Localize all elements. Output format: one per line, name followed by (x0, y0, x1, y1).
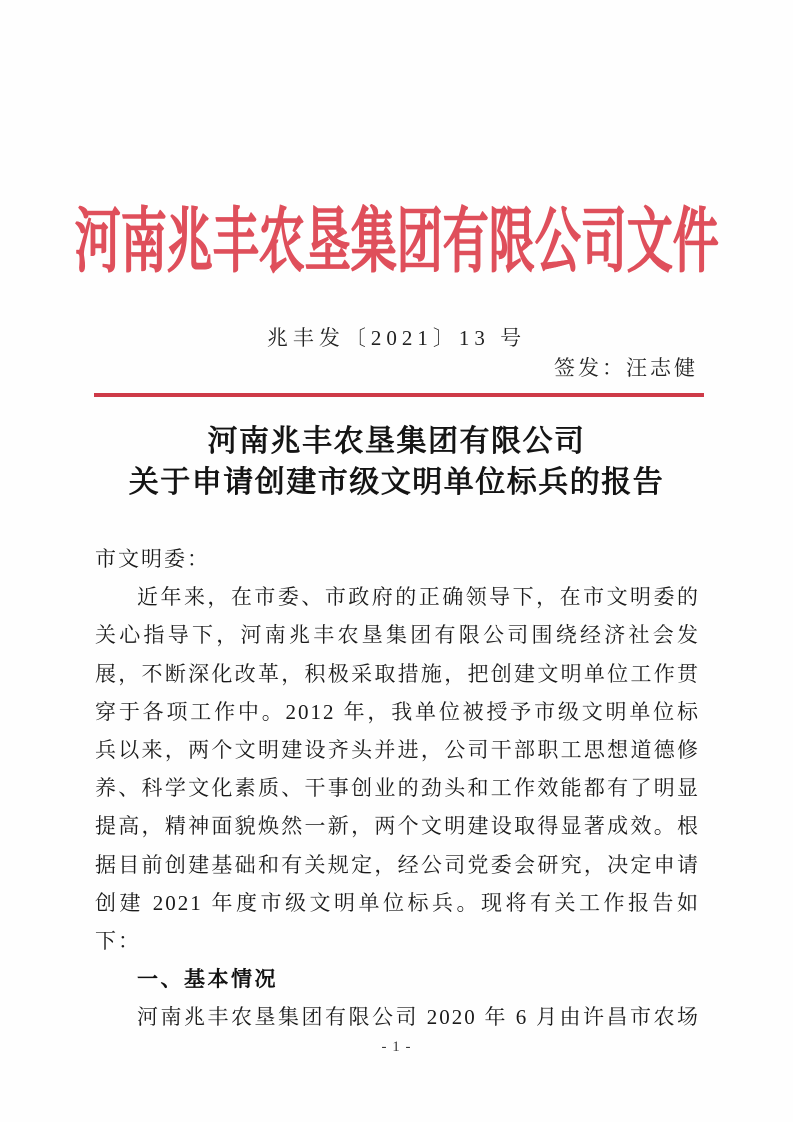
document-number: 兆丰发〔2021〕13 号 (266, 326, 527, 350)
document-title (0, 421, 793, 503)
salutation: 市文明委： (95, 547, 210, 571)
letterhead-title: 河南兆丰农垦集团有限公司文件 (74, 201, 719, 281)
section-1-paragraph-1: 河南兆丰农垦集团有限公司 2020 年 6 月由许昌市农场 (137, 1005, 700, 1030)
document-title-line-1: 河南兆丰农垦集团有限公司 (207, 425, 586, 458)
page-number: - 1 - (381, 1039, 412, 1055)
body-paragraph-1: 近年来，在市委、市政府的正确领导下，在市文明委的关心指导下，河南兆丰农垦集团有限公司围绕经济社会发展，不断深化改革，积极采取措施，把创建文明单位工作贯穿于各项工作中。2012 年，我单位被授予市级文明单位标兵以来，两个文明建设齐头并进，公司干部职工思想道德修养、科学文化素质、干事创业的劲头和工作效能都有了明显提高，精神面貌焕然一新，两个文明建设取得显著成效。根据目前创建基础和有关规定，经公司党委会研究，决定申请创建 2021 年度市级文明单位标兵。现将有关工作报告如下： (95, 585, 700, 954)
issuer-line: 签发：汪志健 (554, 356, 698, 380)
document-title-line-2: 关于申请创建市级文明单位标兵的报告 (128, 466, 665, 499)
section-1-heading: 一、基本情况 (137, 967, 278, 992)
document-body (95, 540, 700, 1037)
red-divider-rule (94, 393, 704, 397)
